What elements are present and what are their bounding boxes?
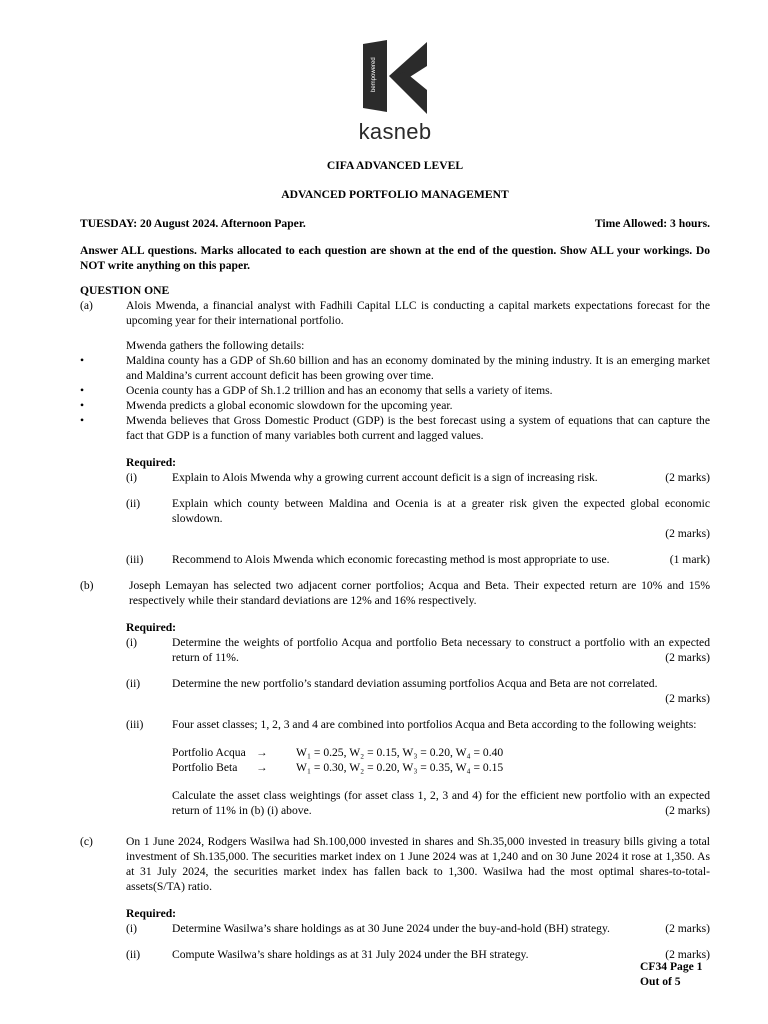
part-c-label: (c) xyxy=(80,835,93,848)
part-c-intro: On 1 June 2024, Rodgers Wasilwa had Sh.100,000 invested in shares and Sh.35,000 invested in treasury bills giving a total investment of Sh.135,000. The securities market index on 1 June 2024 was at 1,240 and on 30 June 2024 it rose at 1,350. As at 31 July 2024, the securities market index has fallen back to 1,300. Wasilwa had the most optimal shares-to-total-assets(S/TA) ratio. xyxy=(126,835,710,893)
part-a-label: (a) xyxy=(80,299,93,312)
page-footer xyxy=(640,959,702,989)
part-b-i: (i) Determine the weights of portfolio Acqua and portfolio Beta necessary to construct a portfolio with an expected return of 11%. (2 marks) xyxy=(126,636,710,664)
list-item: • Mwenda believes that Gross Domestic Product (GDP) is the best forecast using a system of equations that can capture the fact that GDP is a function of many variables both current and lagged values. xyxy=(80,414,710,442)
part-a-gathers: Mwenda gathers the following details: xyxy=(126,339,305,352)
list-item: • Ocenia county has a GDP of Sh.1.2 trillion and has an economy that sells a variety of items. xyxy=(80,384,553,397)
part-b-required: Required: xyxy=(126,621,177,634)
marks: (2 marks) xyxy=(665,527,710,540)
exam-date: TUESDAY: 20 August 2024. Afternoon Paper. xyxy=(80,217,306,230)
part-c-i: (i) (2 marks) Determine Wasilwa’s share holdings as at 30 June 2024 under the buy-and-hold (BH) strategy. xyxy=(126,922,710,935)
part-a-i: (i) (2 marks) Explain to Alois Mwenda why a growing current account deficit is a sign of increasing risk. xyxy=(126,471,710,484)
marks: (2 marks) xyxy=(665,471,710,484)
marks: (2 marks) xyxy=(665,692,710,705)
part-c xyxy=(80,834,710,894)
question-one-title: QUESTION ONE xyxy=(80,284,170,297)
part-a-ii: (ii) Explain which county between Maldina and Ocenia is at a greater risk given the expected global economic slowdown. (2 marks) xyxy=(126,497,710,540)
part-b-ii: (ii) Determine the new portfolio’s standard deviation assuming portfolios Acqua and Beta are not correlated. (2 marks) xyxy=(126,677,710,705)
part-a-intro: Alois Mwenda, a financial analyst with Fadhili Capital LLC is conducting a capital markets expectations forecast for the upcoming year for their international portfolio. xyxy=(126,299,710,327)
list-item: • Maldina county has a GDP of Sh.60 billion and has an economy dominated by the mining industry. It is an emerging market and Maldina’s current account deficit has been growing over time. xyxy=(80,354,710,382)
part-a-required: Required: xyxy=(126,456,177,469)
instructions: Answer ALL questions. Marks allocated to each question are shown at the end of the question. Show ALL your workings. Do NOT write anything on this paper. xyxy=(80,244,710,272)
part-a xyxy=(80,298,710,353)
bullet-icon: • xyxy=(80,414,85,427)
marks: (2 marks) xyxy=(665,804,710,817)
weights-acqua: Portfolio Acqua → W₁ = 0.25, W₂ = 0.15, W₃ = 0.20, W₄ = 0.40 xyxy=(172,746,504,759)
bullet-icon: • xyxy=(80,354,85,367)
kasneb-logo xyxy=(80,36,710,148)
arrow-right-icon: → xyxy=(256,761,268,774)
list-item: • Mwenda predicts a global economic slowdown for the upcoming year. xyxy=(80,399,453,412)
kasneb-logo-icon xyxy=(355,36,435,116)
time-allowed: Time Allowed: 3 hours. xyxy=(594,217,710,230)
page-code: CF34 Page 1 xyxy=(640,960,703,973)
part-c-ii: (ii) (2 marks) Compute Wasilwa’s share holdings as at 31 July 2024 under the BH strategy. xyxy=(126,948,710,961)
marks: (1 mark) xyxy=(669,553,710,566)
arrow-right-icon: → xyxy=(256,746,268,759)
part-a-iii: (iii) (1 mark) Recommend to Alois Mwenda which economic forecasting method is most appropriate to use. xyxy=(126,553,710,566)
part-b-iii: (iii) Four asset classes; 1, 2, 3 and 4 are combined into portfolios Acqua and Beta according to the following weights: Portfolio Acqua → W₁ = 0.25, W₂ = 0.15, W₃ = 0.20, W₄ = 0.40 Portfolio Beta → W₁ = 0.30, W₂ = 0.20, W₃ = 0.35, W₄ = 0.15 Calculate the asset class weightings (for asset class 1, 2, 3 and 4) for the efficient new portfolio with an expected return of 11% in (b) (i) above. (2 marks) xyxy=(126,718,710,817)
page-count: Out of 5 xyxy=(640,975,681,988)
marks: (2 marks) xyxy=(665,922,710,935)
exam-page xyxy=(80,36,710,962)
bullet-icon: • xyxy=(80,399,85,412)
part-c-required: Required: xyxy=(126,907,177,920)
logo-wordmark: kasneb xyxy=(358,119,432,144)
marks: (2 marks) xyxy=(665,651,710,664)
exam-level: CIFA ADVANCED LEVEL xyxy=(326,159,464,172)
weights-beta: Portfolio Beta → W₁ = 0.30, W₂ = 0.20, W₃ = 0.35, W₄ = 0.15 xyxy=(172,761,504,774)
paper-title: ADVANCED PORTFOLIO MANAGEMENT xyxy=(281,188,509,201)
part-b-label: (b) xyxy=(80,579,94,592)
logo-tagline: bempowered xyxy=(371,57,377,92)
marks: (2 marks) xyxy=(665,948,710,961)
bullet-icon: • xyxy=(80,384,85,397)
part-a-bullets xyxy=(80,353,710,443)
part-b xyxy=(80,578,710,608)
date-line xyxy=(80,216,710,231)
part-b-intro: Joseph Lemayan has selected two adjacent corner portfolios; Acqua and Beta. Their expected return are 10% and 15% respectively while their standard deviations are 12% and 16% respectively. xyxy=(129,579,710,607)
